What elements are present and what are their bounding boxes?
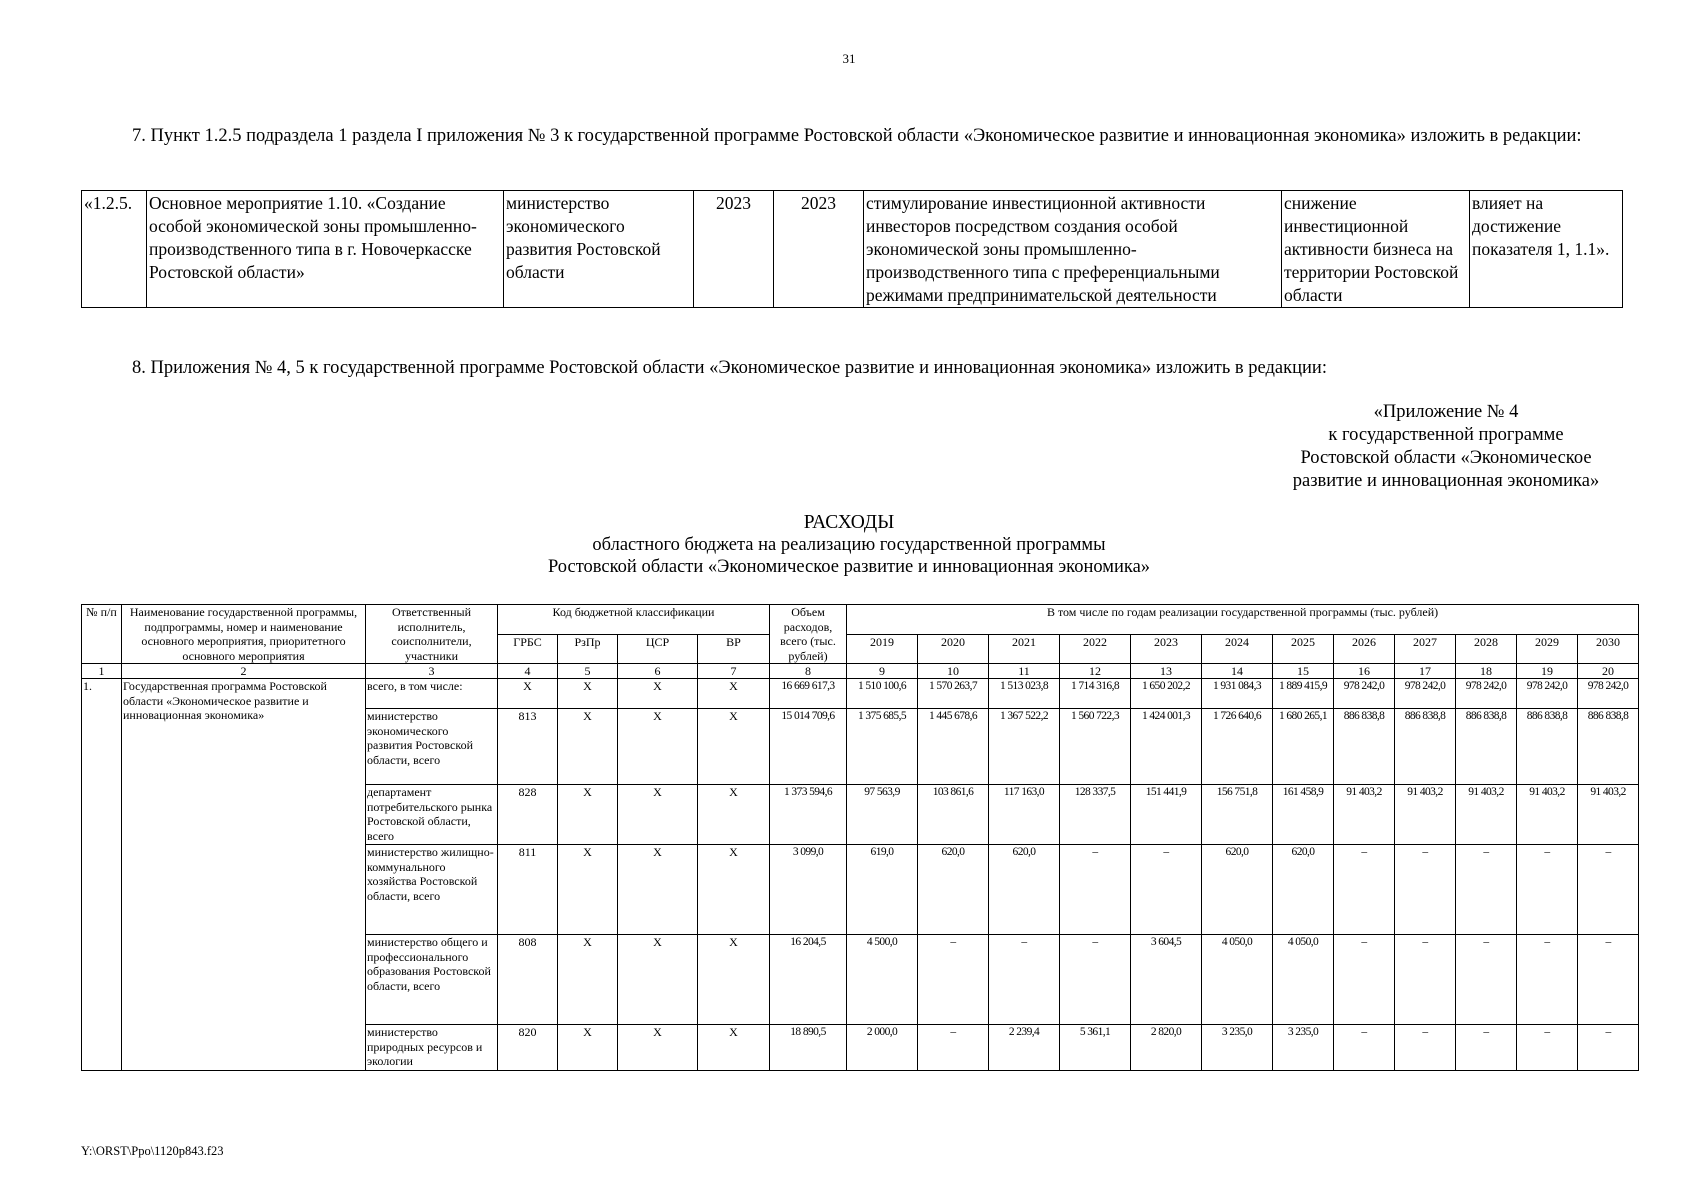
csr-cell: Х — [618, 709, 698, 785]
rzpr-cell: Х — [558, 845, 618, 935]
year-value-cell: 1 650 202,2 — [1131, 679, 1202, 709]
grbs-cell: 813 — [498, 709, 558, 785]
year-value-cell: 91 403,2 — [1456, 785, 1517, 845]
year-value-cell: – — [1578, 1025, 1639, 1071]
rzpr-cell: Х — [558, 709, 618, 785]
header-rzpr: РзПр — [558, 634, 618, 664]
header-year: 2029 — [1517, 634, 1578, 664]
column-number: 17 — [1395, 664, 1456, 679]
year-value-cell: 620,0 — [918, 845, 989, 935]
year-value-cell: 1 726 640,6 — [1202, 709, 1273, 785]
title-line-2: областного бюджета на реализацию государственной программы — [592, 535, 1106, 555]
column-number: 11 — [989, 664, 1060, 679]
header-year: 2028 — [1456, 634, 1517, 664]
column-number: 7 — [698, 664, 770, 679]
table-row — [82, 679, 1639, 709]
year-value-cell: 978 242,0 — [1456, 679, 1517, 709]
expenses-table — [81, 604, 1639, 1071]
column-number: 13 — [1131, 664, 1202, 679]
year-value-cell: 1 375 685,5 — [847, 709, 918, 785]
rzpr-cell: Х — [558, 785, 618, 845]
year-value-cell: 97 563,9 — [847, 785, 918, 845]
year-value-cell: 620,0 — [1202, 845, 1273, 935]
activity-indicator-link: влияет на достижение показателя 1, 1.1». — [1470, 191, 1623, 308]
executor-cell: министерство экономического развития Ростовской области, всего — [366, 709, 498, 785]
year-value-cell: 161 458,9 — [1273, 785, 1334, 845]
year-value-cell: 1 513 023,8 — [989, 679, 1060, 709]
year-value-cell: 151 441,9 — [1131, 785, 1202, 845]
year-value-cell: 978 242,0 — [1578, 679, 1639, 709]
vr-cell: Х — [698, 935, 770, 1025]
page-number: 31 — [842, 51, 856, 66]
executor-cell: всего, в том числе: — [366, 679, 498, 709]
activity-name: Основное мероприятие 1.10. «Создание особой экономической зоны промышленно-производственного типа в г. Новочеркасске Ростовской области» — [147, 191, 504, 308]
grbs-cell: 811 — [498, 845, 558, 935]
year-value-cell: 886 838,8 — [1456, 709, 1517, 785]
year-value-cell: – — [1060, 935, 1131, 1025]
column-number: 1 — [82, 664, 122, 679]
rzpr-cell: Х — [558, 679, 618, 709]
header-year: 2022 — [1060, 634, 1131, 664]
year-value-cell: – — [1395, 1025, 1456, 1071]
csr-cell: Х — [618, 785, 698, 845]
vr-cell: Х — [698, 679, 770, 709]
appendix-line-1: «Приложение № 4 — [1373, 402, 1519, 422]
header-year: 2026 — [1334, 634, 1395, 664]
header-year: 2021 — [989, 634, 1060, 664]
paragraph-7 — [80, 124, 1640, 148]
year-value-cell: – — [1578, 845, 1639, 935]
total-cell: 16 204,5 — [770, 935, 847, 1025]
header-executor: Ответственный исполнитель, соисполнители, участники — [366, 605, 498, 664]
year-value-cell: 2 239,4 — [989, 1025, 1060, 1071]
appendix-line-3: Ростовской области «Экономическое — [1300, 448, 1592, 468]
paragraph-7-text: 7. Пункт 1.2.5 подраздела 1 раздела I приложения № 3 к государственной программе Ростовской области «Экономическое развитие и инновационная экономика» изложить в редакции: — [132, 126, 1582, 146]
executor-cell: департамент потребительского рынка Ростовской области, всего — [366, 785, 498, 845]
year-value-cell: 886 838,8 — [1395, 709, 1456, 785]
column-number: 8 — [770, 664, 847, 679]
header-year: 2020 — [918, 634, 989, 664]
year-value-cell: 2 820,0 — [1131, 1025, 1202, 1071]
column-number: 20 — [1578, 664, 1639, 679]
year-value-cell: 1 424 001,3 — [1131, 709, 1202, 785]
year-value-cell: 886 838,8 — [1517, 709, 1578, 785]
year-value-cell: 1 445 678,6 — [918, 709, 989, 785]
year-value-cell: 128 337,5 — [1060, 785, 1131, 845]
year-value-cell: 91 403,2 — [1578, 785, 1639, 845]
year-value-cell: – — [918, 1025, 989, 1071]
year-value-cell: 91 403,2 — [1395, 785, 1456, 845]
header-year: 2027 — [1395, 634, 1456, 664]
rzpr-cell: Х — [558, 1025, 618, 1071]
activity-end-year: 2023 — [774, 191, 864, 308]
column-number: 19 — [1517, 664, 1578, 679]
vr-cell: Х — [698, 709, 770, 785]
program-name: Государственная программа Ростовской области «Экономическое развитие и инновационная экономика» — [122, 679, 366, 1071]
header-grbs: ГРБС — [498, 634, 558, 664]
year-value-cell: 1 560 722,3 — [1060, 709, 1131, 785]
header-year: 2025 — [1273, 634, 1334, 664]
year-value-cell: 4 500,0 — [847, 935, 918, 1025]
appendix-line-2: к государственной программе — [1328, 425, 1564, 445]
year-value-cell: – — [1456, 845, 1517, 935]
column-number: 9 — [847, 664, 918, 679]
column-number: 6 — [618, 664, 698, 679]
year-value-cell: – — [918, 935, 989, 1025]
document-title — [0, 512, 1698, 578]
total-cell: 16 669 617,3 — [770, 679, 847, 709]
year-value-cell: 978 242,0 — [1517, 679, 1578, 709]
csr-cell: Х — [618, 679, 698, 709]
year-value-cell: 978 242,0 — [1334, 679, 1395, 709]
activity-executor: министерство экономического развития Ростовской области — [504, 191, 694, 308]
activity-table — [81, 190, 1623, 308]
year-value-cell: – — [1456, 935, 1517, 1025]
vr-cell: Х — [698, 1025, 770, 1071]
year-value-cell: 1 570 263,7 — [918, 679, 989, 709]
year-value-cell: 103 861,6 — [918, 785, 989, 845]
grbs-cell: 808 — [498, 935, 558, 1025]
year-value-cell: 978 242,0 — [1395, 679, 1456, 709]
file-path-footer: Y:\ORST\Ppo\1120p843.f23 — [81, 1144, 224, 1158]
header-volume: Объем расходов, всего (тыс. рублей) — [770, 605, 847, 664]
activity-consequence: снижение инвестиционной активности бизнеса на территории Ростовской области — [1282, 191, 1470, 308]
paragraph-8 — [80, 356, 1640, 380]
year-value-cell: 4 050,0 — [1202, 935, 1273, 1025]
year-value-cell: – — [1060, 845, 1131, 935]
header-row-1 — [82, 605, 1639, 635]
year-value-cell: – — [1334, 935, 1395, 1025]
header-vr: ВР — [698, 634, 770, 664]
year-value-cell: 5 361,1 — [1060, 1025, 1131, 1071]
year-value-cell: 4 050,0 — [1273, 935, 1334, 1025]
grbs-cell: Х — [498, 679, 558, 709]
column-number: 2 — [122, 664, 366, 679]
column-number: 16 — [1334, 664, 1395, 679]
header-year: 2030 — [1578, 634, 1639, 664]
header-num: № п/п — [82, 605, 122, 664]
activity-row — [82, 191, 1623, 308]
year-value-cell: 2 000,0 — [847, 1025, 918, 1071]
appendix-line-4: развитие и инновационная экономика» — [1292, 471, 1600, 491]
year-value-cell: 619,0 — [847, 845, 918, 935]
year-value-cell: 3 235,0 — [1273, 1025, 1334, 1071]
vr-cell: Х — [698, 785, 770, 845]
year-value-cell: – — [1517, 935, 1578, 1025]
total-cell: 15 014 709,6 — [770, 709, 847, 785]
paragraph-8-text: 8. Приложения № 4, 5 к государственной программе Ростовской области «Экономическое развитие и инновационная экономика» изложить в редакции: — [132, 358, 1327, 378]
vr-cell: Х — [698, 845, 770, 935]
year-value-cell: 91 403,2 — [1334, 785, 1395, 845]
header-name: Наименование государственной программы, подпрограммы, номер и наименование основного мероприятия, приоритетного основного мероприятия — [122, 605, 366, 664]
activity-number: «1.2.5. — [82, 191, 147, 308]
year-value-cell: – — [1517, 1025, 1578, 1071]
activity-result: стимулирование инвестиционной активности инвесторов посредством создания особой экономической зоны промышленно-производственного типа с преференциальными режимами предпринимательской деятельности — [864, 191, 1282, 308]
csr-cell: Х — [618, 1025, 698, 1071]
year-value-cell: – — [1578, 935, 1639, 1025]
year-value-cell: – — [1334, 845, 1395, 935]
csr-cell: Х — [618, 845, 698, 935]
year-value-cell: 1 714 316,8 — [1060, 679, 1131, 709]
title-line-1: РАСХОДЫ — [803, 512, 895, 533]
appendix-heading — [1266, 401, 1626, 493]
column-number: 4 — [498, 664, 558, 679]
year-value-cell: 620,0 — [1273, 845, 1334, 935]
year-value-cell: 1 510 100,6 — [847, 679, 918, 709]
csr-cell: Х — [618, 935, 698, 1025]
total-cell: 18 890,5 — [770, 1025, 847, 1071]
grbs-cell: 820 — [498, 1025, 558, 1071]
grbs-cell: 828 — [498, 785, 558, 845]
year-value-cell: 1 889 415,9 — [1273, 679, 1334, 709]
total-cell: 1 373 594,6 — [770, 785, 847, 845]
column-number: 15 — [1273, 664, 1334, 679]
rzpr-cell: Х — [558, 935, 618, 1025]
year-value-cell: 886 838,8 — [1578, 709, 1639, 785]
program-number: 1. — [82, 679, 122, 1071]
header-csr: ЦСР — [618, 634, 698, 664]
header-years-group: В том числе по годам реализации государственной программы (тыс. рублей) — [847, 605, 1639, 635]
title-line-3: Ростовской области «Экономическое развитие и инновационная экономика» — [547, 557, 1151, 577]
activity-start-year: 2023 — [694, 191, 774, 308]
year-value-cell: – — [1517, 845, 1578, 935]
executor-cell: министерство жилищно-коммунального хозяйства Ростовской области, всего — [366, 845, 498, 935]
header-budget-code: Код бюджетной классификации — [498, 605, 770, 635]
year-value-cell: – — [1456, 1025, 1517, 1071]
column-number: 18 — [1456, 664, 1517, 679]
column-number: 3 — [366, 664, 498, 679]
column-number: 12 — [1060, 664, 1131, 679]
column-number: 10 — [918, 664, 989, 679]
header-year: 2024 — [1202, 634, 1273, 664]
year-value-cell: 886 838,8 — [1334, 709, 1395, 785]
year-value-cell: 620,0 — [989, 845, 1060, 935]
year-value-cell: 156 751,8 — [1202, 785, 1273, 845]
total-cell: 3 099,0 — [770, 845, 847, 935]
column-number: 5 — [558, 664, 618, 679]
year-value-cell: 3 235,0 — [1202, 1025, 1273, 1071]
year-value-cell: 3 604,5 — [1131, 935, 1202, 1025]
header-year: 2023 — [1131, 634, 1202, 664]
header-year: 2019 — [847, 634, 918, 664]
year-value-cell: 117 163,0 — [989, 785, 1060, 845]
year-value-cell: – — [1395, 935, 1456, 1025]
executor-cell: министерство природных ресурсов и экологии — [366, 1025, 498, 1071]
year-value-cell: – — [1395, 845, 1456, 935]
year-value-cell: – — [1334, 1025, 1395, 1071]
year-value-cell: 1 931 084,3 — [1202, 679, 1273, 709]
year-value-cell: 1 680 265,1 — [1273, 709, 1334, 785]
year-value-cell: 91 403,2 — [1517, 785, 1578, 845]
column-number: 14 — [1202, 664, 1273, 679]
executor-cell: министерство общего и профессионального образования Ростовской области, всего — [366, 935, 498, 1025]
year-value-cell: – — [1131, 845, 1202, 935]
year-value-cell: – — [989, 935, 1060, 1025]
year-value-cell: 1 367 522,2 — [989, 709, 1060, 785]
column-numbers-row — [82, 664, 1639, 679]
